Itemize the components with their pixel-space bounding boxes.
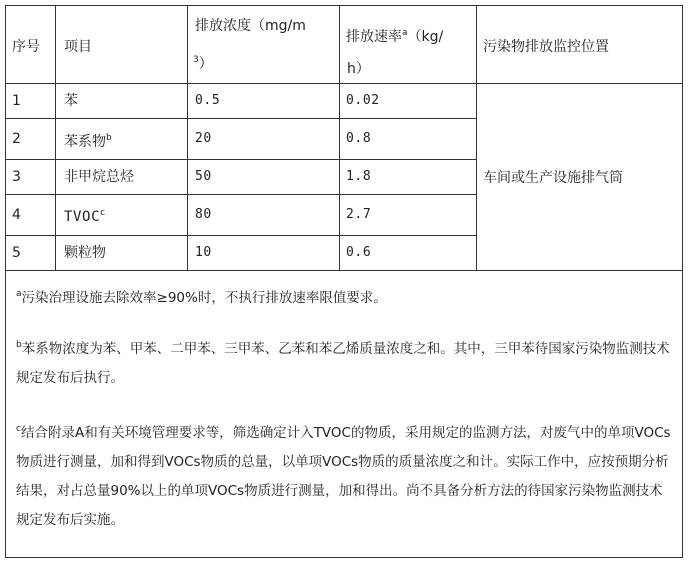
footnote-c-text: 结合附录A和有关环境管理要求等，筛选确定计入TVOC的物质，采用规定的监测方法，对废气中的单项VOCs物质进行测量，加和得到VOCs物质的总量，以单项VOCs物质的质量浓度之和计。实际工作中，应按预期分析结果，对占总量90%以上的单项VOCs物质进行测量，加和得出。尚不具备分析方法的待国家污染物监测技术规定发布后实施。: [16, 425, 671, 528]
row-2-item-sup: b: [106, 133, 112, 143]
row-1-item: 苯: [64, 93, 78, 109]
row-5-concentration: 10: [195, 245, 212, 260]
footnote-a-text: 污染治理设施去除效率≥90%时，不执行排放速率限值要求。: [21, 290, 387, 306]
header-rate-sup: a: [402, 28, 408, 38]
header-rate: [346, 29, 443, 45]
row-5-rate: 0.6: [346, 245, 372, 260]
row-3-concentration: 50: [195, 169, 212, 184]
row-5-item: 颗粒物: [64, 245, 106, 261]
row-2-rate: 0.8: [346, 131, 372, 146]
row-divider: [6, 159, 476, 160]
footnote-a: [16, 284, 676, 313]
row-4-item-sup: c: [100, 208, 106, 218]
header-concentration-cont: [193, 56, 213, 72]
row-4-rate: 2.7: [346, 207, 372, 222]
col-divider: [339, 6, 340, 271]
header-concentration-sup: 3: [193, 55, 199, 65]
footnote-c: [16, 419, 676, 535]
header-concentration-line1: 排放浓度（mg/m: [195, 18, 306, 34]
row-divider: [6, 270, 682, 271]
footnote-a-marker: a: [16, 289, 22, 299]
footnote-b-text: 苯系物浓度为苯、甲苯、二甲苯、三甲苯、乙苯和苯乙烯质量浓度之和。其中，三甲苯待国家污染物监测技术规定发布后执行。: [16, 341, 670, 386]
col-divider: [187, 6, 188, 271]
row-2-item: [64, 134, 112, 150]
row-1-rate: 0.02: [346, 93, 380, 108]
emission-limits-table: [5, 5, 683, 558]
col-divider: [55, 6, 56, 271]
header-concentration-line2: ）: [198, 56, 213, 72]
row-4-item: [64, 209, 105, 225]
header-item: 项目: [64, 39, 92, 55]
row-3-rate: 1.8: [346, 169, 372, 184]
row-4-concentration: 80: [195, 207, 212, 222]
row-4-seq: 4: [12, 207, 21, 223]
header-rate-unit: （kg/: [407, 29, 444, 45]
row-3-item: 非甲烷总烃: [64, 169, 134, 185]
row-2-seq: 2: [12, 131, 21, 147]
monitoring-location-value: 车间或生产设施排气筒: [483, 170, 623, 186]
row-1-concentration: 0.5: [195, 93, 221, 108]
footnote-b: [16, 335, 676, 393]
row-divider: [6, 235, 476, 236]
row-4-item-label: TVOC: [64, 209, 101, 225]
header-rate-line2: h）: [347, 61, 370, 77]
row-1-seq: 1: [12, 93, 21, 109]
row-2-concentration: 20: [195, 131, 212, 146]
row-2-item-label: 苯系物: [64, 134, 106, 150]
footnote-c-marker: c: [16, 424, 21, 434]
footnote-b-marker: b: [16, 340, 22, 350]
header-rate-label: 排放速率: [346, 29, 402, 45]
row-divider: [6, 118, 476, 119]
row-5-seq: 5: [12, 245, 21, 261]
row-3-seq: 3: [12, 169, 21, 185]
col-divider: [476, 6, 477, 271]
header-seq: 序号: [12, 39, 40, 55]
row-divider: [6, 83, 682, 84]
row-divider: [6, 194, 476, 195]
header-location: 污染物排放监控位置: [483, 39, 609, 55]
header-concentration: [195, 18, 306, 34]
